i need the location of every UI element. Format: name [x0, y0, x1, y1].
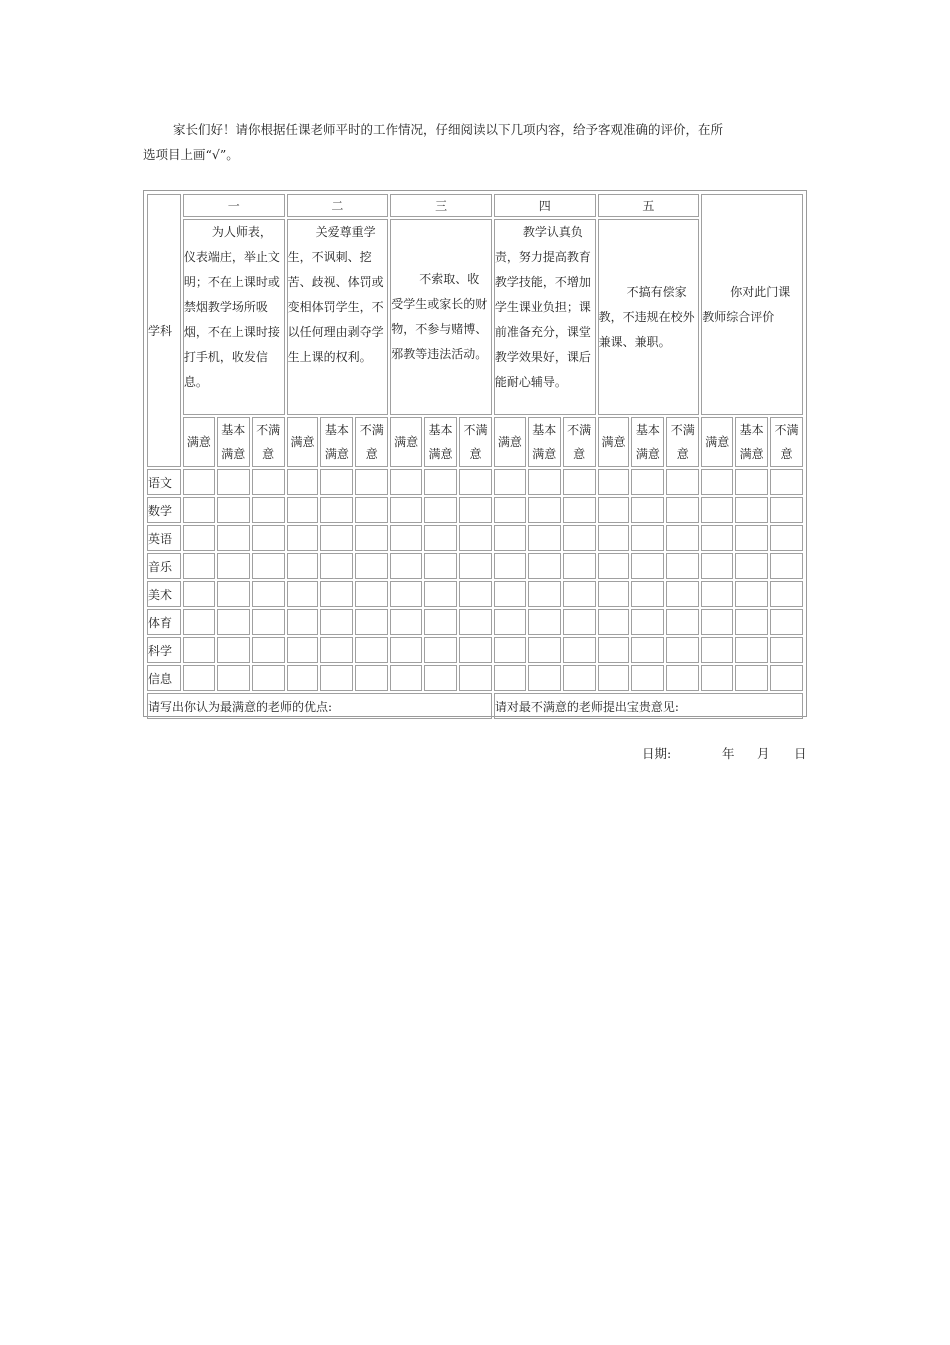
- rating-checkbox-cell[interactable]: [735, 665, 768, 691]
- rating-checkbox-cell[interactable]: [252, 497, 285, 523]
- rating-checkbox-cell[interactable]: [563, 497, 596, 523]
- rating-checkbox-cell[interactable]: [598, 665, 630, 691]
- rating-checkbox-cell[interactable]: [631, 665, 664, 691]
- intro-line-2: 选项目上画“√”。: [143, 147, 239, 162]
- rating-checkbox-cell[interactable]: [701, 581, 733, 607]
- date-month: 月: [757, 746, 770, 761]
- rating-checkbox-cell[interactable]: [666, 665, 699, 691]
- rating-checkbox-cell[interactable]: [770, 525, 803, 551]
- rating-checkbox-cell[interactable]: [598, 469, 630, 495]
- best-teacher-comment-field[interactable]: 请写出你认为最满意的老师的优点:: [147, 693, 492, 719]
- rating-checkbox-cell[interactable]: [666, 581, 699, 607]
- rating-checkbox-cell[interactable]: [287, 553, 319, 579]
- rating-checkbox-cell[interactable]: [631, 497, 664, 523]
- rating-checkbox-cell[interactable]: [598, 525, 630, 551]
- rating-checkbox-cell[interactable]: [735, 637, 768, 663]
- rating-checkbox-cell[interactable]: [459, 497, 492, 523]
- criteria-1-text: 为人师表，仪表端庄，举止文明；不在上课时或禁烟教学场所吸烟，不在上课时接打手机，收发信息。: [183, 225, 280, 389]
- criteria-4: [494, 219, 596, 415]
- rating-checkbox-cell[interactable]: [217, 497, 250, 523]
- rating-label: 不满意: [770, 417, 803, 467]
- subject-name: 信息: [147, 665, 181, 691]
- intro-line-1: 家长们好！请你根据任课老师平时的工作情况，仔细阅读以下几项内容，给予客观准确的评价，在所: [173, 122, 724, 137]
- rating-checkbox-cell[interactable]: [252, 609, 285, 635]
- intro-text: [143, 117, 783, 167]
- rating-checkbox-cell[interactable]: [735, 581, 768, 607]
- rating-checkbox-cell[interactable]: [320, 553, 353, 579]
- rating-checkbox-cell[interactable]: [770, 553, 803, 579]
- rating-checkbox-cell[interactable]: [183, 581, 215, 607]
- rating-checkbox-cell[interactable]: [217, 581, 250, 607]
- worst-teacher-comment-field[interactable]: 请对最不满意的老师提出宝贵意见:: [494, 693, 803, 719]
- rating-checkbox-cell[interactable]: [390, 497, 422, 523]
- date-year: 年: [722, 746, 735, 761]
- rating-checkbox-cell[interactable]: [528, 525, 561, 551]
- evaluation-table: [145, 192, 805, 721]
- rating-checkbox-cell[interactable]: [701, 497, 733, 523]
- subject-name: 体育: [147, 609, 181, 635]
- rating-checkbox-cell[interactable]: [183, 525, 215, 551]
- rating-checkbox-cell[interactable]: [528, 469, 561, 495]
- subject-row: [147, 525, 803, 551]
- rating-checkbox-cell[interactable]: [217, 525, 250, 551]
- rating-checkbox-cell[interactable]: [355, 665, 388, 691]
- rating-checkbox-cell[interactable]: [183, 469, 215, 495]
- rating-checkbox-cell[interactable]: [528, 497, 561, 523]
- rating-label: 满意: [183, 417, 215, 467]
- rating-checkbox-cell[interactable]: [494, 497, 526, 523]
- rating-checkbox-cell[interactable]: [770, 469, 803, 495]
- subject-row: [147, 665, 803, 691]
- rating-checkbox-cell[interactable]: [355, 609, 388, 635]
- criteria-2-text: 关爱尊重学生，不讽刺、挖苦、歧视、体罚或变相体罚学生，不以任何理由剥夺学生上课的权利。: [287, 225, 384, 364]
- rating-checkbox-cell[interactable]: [390, 525, 422, 551]
- rating-checkbox-cell[interactable]: [563, 581, 596, 607]
- rating-checkbox-cell[interactable]: [390, 469, 422, 495]
- subject-name: 科学: [147, 637, 181, 663]
- column-number-4: 四: [494, 194, 596, 217]
- rating-label: 满意: [287, 417, 319, 467]
- rating-label: 不满意: [355, 417, 388, 467]
- rating-checkbox-cell[interactable]: [701, 469, 733, 495]
- rating-checkbox-cell[interactable]: [355, 525, 388, 551]
- subject-row: [147, 637, 803, 663]
- rating-checkbox-cell[interactable]: [528, 665, 561, 691]
- subject-row: [147, 581, 803, 607]
- rating-checkbox-cell[interactable]: [631, 525, 664, 551]
- rating-checkbox-cell[interactable]: [183, 553, 215, 579]
- rating-checkbox-cell[interactable]: [424, 525, 457, 551]
- rating-checkbox-cell[interactable]: [494, 553, 526, 579]
- rating-checkbox-cell[interactable]: [459, 553, 492, 579]
- rating-checkbox-cell[interactable]: [217, 609, 250, 635]
- subject-name: 数学: [147, 497, 181, 523]
- rating-checkbox-cell[interactable]: [563, 553, 596, 579]
- rating-checkbox-cell[interactable]: [528, 609, 561, 635]
- rating-checkbox-cell[interactable]: [390, 581, 422, 607]
- rating-checkbox-cell[interactable]: [183, 637, 215, 663]
- rating-checkbox-cell[interactable]: [770, 497, 803, 523]
- rating-checkbox-cell[interactable]: [459, 525, 492, 551]
- rating-checkbox-cell[interactable]: [735, 609, 768, 635]
- rating-checkbox-cell[interactable]: [735, 553, 768, 579]
- rating-checkbox-cell[interactable]: [494, 469, 526, 495]
- rating-checkbox-cell[interactable]: [598, 497, 630, 523]
- rating-checkbox-cell[interactable]: [355, 469, 388, 495]
- overall-evaluation-text: 你对此门课教师综合评价: [702, 284, 791, 324]
- rating-checkbox-cell[interactable]: [217, 469, 250, 495]
- rating-checkbox-cell[interactable]: [424, 609, 457, 635]
- rating-checkbox-cell[interactable]: [598, 609, 630, 635]
- rating-checkbox-cell[interactable]: [666, 637, 699, 663]
- column-number-5: 五: [598, 194, 700, 217]
- rating-checkbox-cell[interactable]: [252, 665, 285, 691]
- rating-label: 满意: [390, 417, 422, 467]
- rating-checkbox-cell[interactable]: [320, 525, 353, 551]
- rating-checkbox-cell[interactable]: [459, 581, 492, 607]
- rating-checkbox-cell[interactable]: [631, 609, 664, 635]
- rating-checkbox-cell[interactable]: [355, 497, 388, 523]
- column-number-3: 三: [390, 194, 492, 217]
- rating-checkbox-cell[interactable]: [528, 553, 561, 579]
- rating-checkbox-cell[interactable]: [217, 553, 250, 579]
- rating-checkbox-cell[interactable]: [390, 637, 422, 663]
- column-number-2: 二: [287, 194, 389, 217]
- rating-checkbox-cell[interactable]: [459, 609, 492, 635]
- rating-checkbox-cell[interactable]: [183, 609, 215, 635]
- rating-checkbox-cell[interactable]: [494, 637, 526, 663]
- subject-row: [147, 553, 803, 579]
- rating-checkbox-cell[interactable]: [424, 637, 457, 663]
- rating-checkbox-cell[interactable]: [735, 497, 768, 523]
- rating-checkbox-cell[interactable]: [598, 581, 630, 607]
- rating-label: 基本满意: [735, 417, 768, 467]
- column-number-1: 一: [183, 194, 285, 217]
- subject-name: 英语: [147, 525, 181, 551]
- rating-checkbox-cell[interactable]: [598, 553, 630, 579]
- rating-checkbox-cell[interactable]: [770, 665, 803, 691]
- rating-checkbox-cell[interactable]: [390, 609, 422, 635]
- subject-row: [147, 609, 803, 635]
- rating-checkbox-cell[interactable]: [355, 637, 388, 663]
- rating-checkbox-cell[interactable]: [735, 469, 768, 495]
- rating-label: 基本满意: [217, 417, 250, 467]
- rating-checkbox-cell[interactable]: [666, 525, 699, 551]
- comment-row: [147, 693, 803, 719]
- rating-checkbox-cell[interactable]: [183, 497, 215, 523]
- rating-label: 基本满意: [424, 417, 457, 467]
- overall-evaluation-header: [701, 194, 803, 415]
- rating-checkbox-cell[interactable]: [701, 665, 733, 691]
- subject-row: [147, 497, 803, 523]
- rating-checkbox-cell[interactable]: [459, 637, 492, 663]
- rating-checkbox-cell[interactable]: [494, 525, 526, 551]
- rating-checkbox-cell[interactable]: [390, 553, 422, 579]
- subject-name: 美术: [147, 581, 181, 607]
- rating-checkbox-cell[interactable]: [320, 609, 353, 635]
- rating-checkbox-cell[interactable]: [287, 609, 319, 635]
- rating-checkbox-cell[interactable]: [287, 637, 319, 663]
- rating-checkbox-cell[interactable]: [287, 525, 319, 551]
- rating-checkbox-cell[interactable]: [287, 497, 319, 523]
- criteria-5-text: 不搞有偿家教，不违规在校外兼课、兼职。: [598, 284, 695, 349]
- rating-checkbox-cell[interactable]: [528, 637, 561, 663]
- rating-checkbox-cell[interactable]: [459, 665, 492, 691]
- rating-label: 满意: [598, 417, 630, 467]
- rating-checkbox-cell[interactable]: [563, 525, 596, 551]
- rating-checkbox-cell[interactable]: [424, 497, 457, 523]
- rating-checkbox-cell[interactable]: [631, 469, 664, 495]
- rating-checkbox-cell[interactable]: [701, 553, 733, 579]
- rating-label: 不满意: [252, 417, 285, 467]
- rating-label: 基本满意: [528, 417, 561, 467]
- rating-checkbox-cell[interactable]: [424, 581, 457, 607]
- rating-checkbox-cell[interactable]: [424, 553, 457, 579]
- rating-checkbox-cell[interactable]: [355, 553, 388, 579]
- rating-label: 不满意: [459, 417, 492, 467]
- rating-checkbox-cell[interactable]: [528, 581, 561, 607]
- rating-checkbox-cell[interactable]: [701, 609, 733, 635]
- rating-checkbox-cell[interactable]: [252, 469, 285, 495]
- rating-label: 基本满意: [631, 417, 664, 467]
- rating-label: 满意: [494, 417, 526, 467]
- rating-checkbox-cell[interactable]: [735, 525, 768, 551]
- rating-label: 基本满意: [320, 417, 353, 467]
- rating-checkbox-cell[interactable]: [563, 637, 596, 663]
- rating-checkbox-cell[interactable]: [631, 581, 664, 607]
- subject-header: 学科: [147, 194, 181, 467]
- rating-checkbox-cell[interactable]: [252, 581, 285, 607]
- rating-checkbox-cell[interactable]: [355, 581, 388, 607]
- date-label: 日期:: [642, 746, 672, 761]
- rating-checkbox-cell[interactable]: [631, 637, 664, 663]
- rating-checkbox-cell[interactable]: [287, 581, 319, 607]
- rating-checkbox-cell[interactable]: [494, 581, 526, 607]
- rating-checkbox-cell[interactable]: [701, 637, 733, 663]
- rating-label: 不满意: [666, 417, 699, 467]
- rating-checkbox-cell[interactable]: [424, 665, 457, 691]
- rating-checkbox-cell[interactable]: [287, 665, 319, 691]
- rating-checkbox-cell[interactable]: [320, 581, 353, 607]
- rating-checkbox-cell[interactable]: [252, 553, 285, 579]
- criteria-3: [390, 219, 492, 415]
- rating-checkbox-cell[interactable]: [217, 665, 250, 691]
- rating-checkbox-cell[interactable]: [287, 469, 319, 495]
- rating-checkbox-cell[interactable]: [666, 497, 699, 523]
- rating-checkbox-cell[interactable]: [563, 665, 596, 691]
- date-day: 日: [794, 746, 807, 761]
- rating-checkbox-cell[interactable]: [390, 665, 422, 691]
- rating-checkbox-cell[interactable]: [320, 469, 353, 495]
- rating-checkbox-cell[interactable]: [666, 469, 699, 495]
- criteria-2: [287, 219, 389, 415]
- rating-checkbox-cell[interactable]: [666, 553, 699, 579]
- rating-checkbox-cell[interactable]: [252, 637, 285, 663]
- rating-checkbox-cell[interactable]: [770, 637, 803, 663]
- criteria-5: [598, 219, 700, 415]
- rating-checkbox-cell[interactable]: [252, 525, 285, 551]
- rating-checkbox-cell[interactable]: [320, 497, 353, 523]
- rating-checkbox-cell[interactable]: [563, 609, 596, 635]
- rating-checkbox-cell[interactable]: [494, 665, 526, 691]
- subject-name: 语文: [147, 469, 181, 495]
- rating-checkbox-cell[interactable]: [701, 525, 733, 551]
- rating-checkbox-cell[interactable]: [320, 665, 353, 691]
- rating-label: 不满意: [563, 417, 596, 467]
- rating-checkbox-cell[interactable]: [631, 553, 664, 579]
- criteria-1: [183, 219, 285, 415]
- rating-checkbox-cell[interactable]: [459, 469, 492, 495]
- rating-checkbox-cell[interactable]: [320, 637, 353, 663]
- rating-header-row: [147, 417, 803, 467]
- rating-checkbox-cell[interactable]: [494, 609, 526, 635]
- subject-name: 音乐: [147, 553, 181, 579]
- criteria-4-text: 教学认真负责，努力提高教育教学技能，不增加学生课业负担；课前准备充分，课堂教学效果好，课后能耐心辅导。: [494, 225, 591, 389]
- rating-checkbox-cell[interactable]: [563, 469, 596, 495]
- rating-checkbox-cell[interactable]: [770, 609, 803, 635]
- rating-label: 满意: [701, 417, 733, 467]
- rating-checkbox-cell[interactable]: [770, 581, 803, 607]
- rating-checkbox-cell[interactable]: [598, 637, 630, 663]
- rating-checkbox-cell[interactable]: [424, 469, 457, 495]
- rating-checkbox-cell[interactable]: [183, 665, 215, 691]
- subject-row: [147, 469, 803, 495]
- rating-checkbox-cell[interactable]: [217, 637, 250, 663]
- criteria-3-text: 不索取、收受学生或家长的财物，不参与赌博、邪教等违法活动。: [391, 272, 488, 361]
- rating-checkbox-cell[interactable]: [666, 609, 699, 635]
